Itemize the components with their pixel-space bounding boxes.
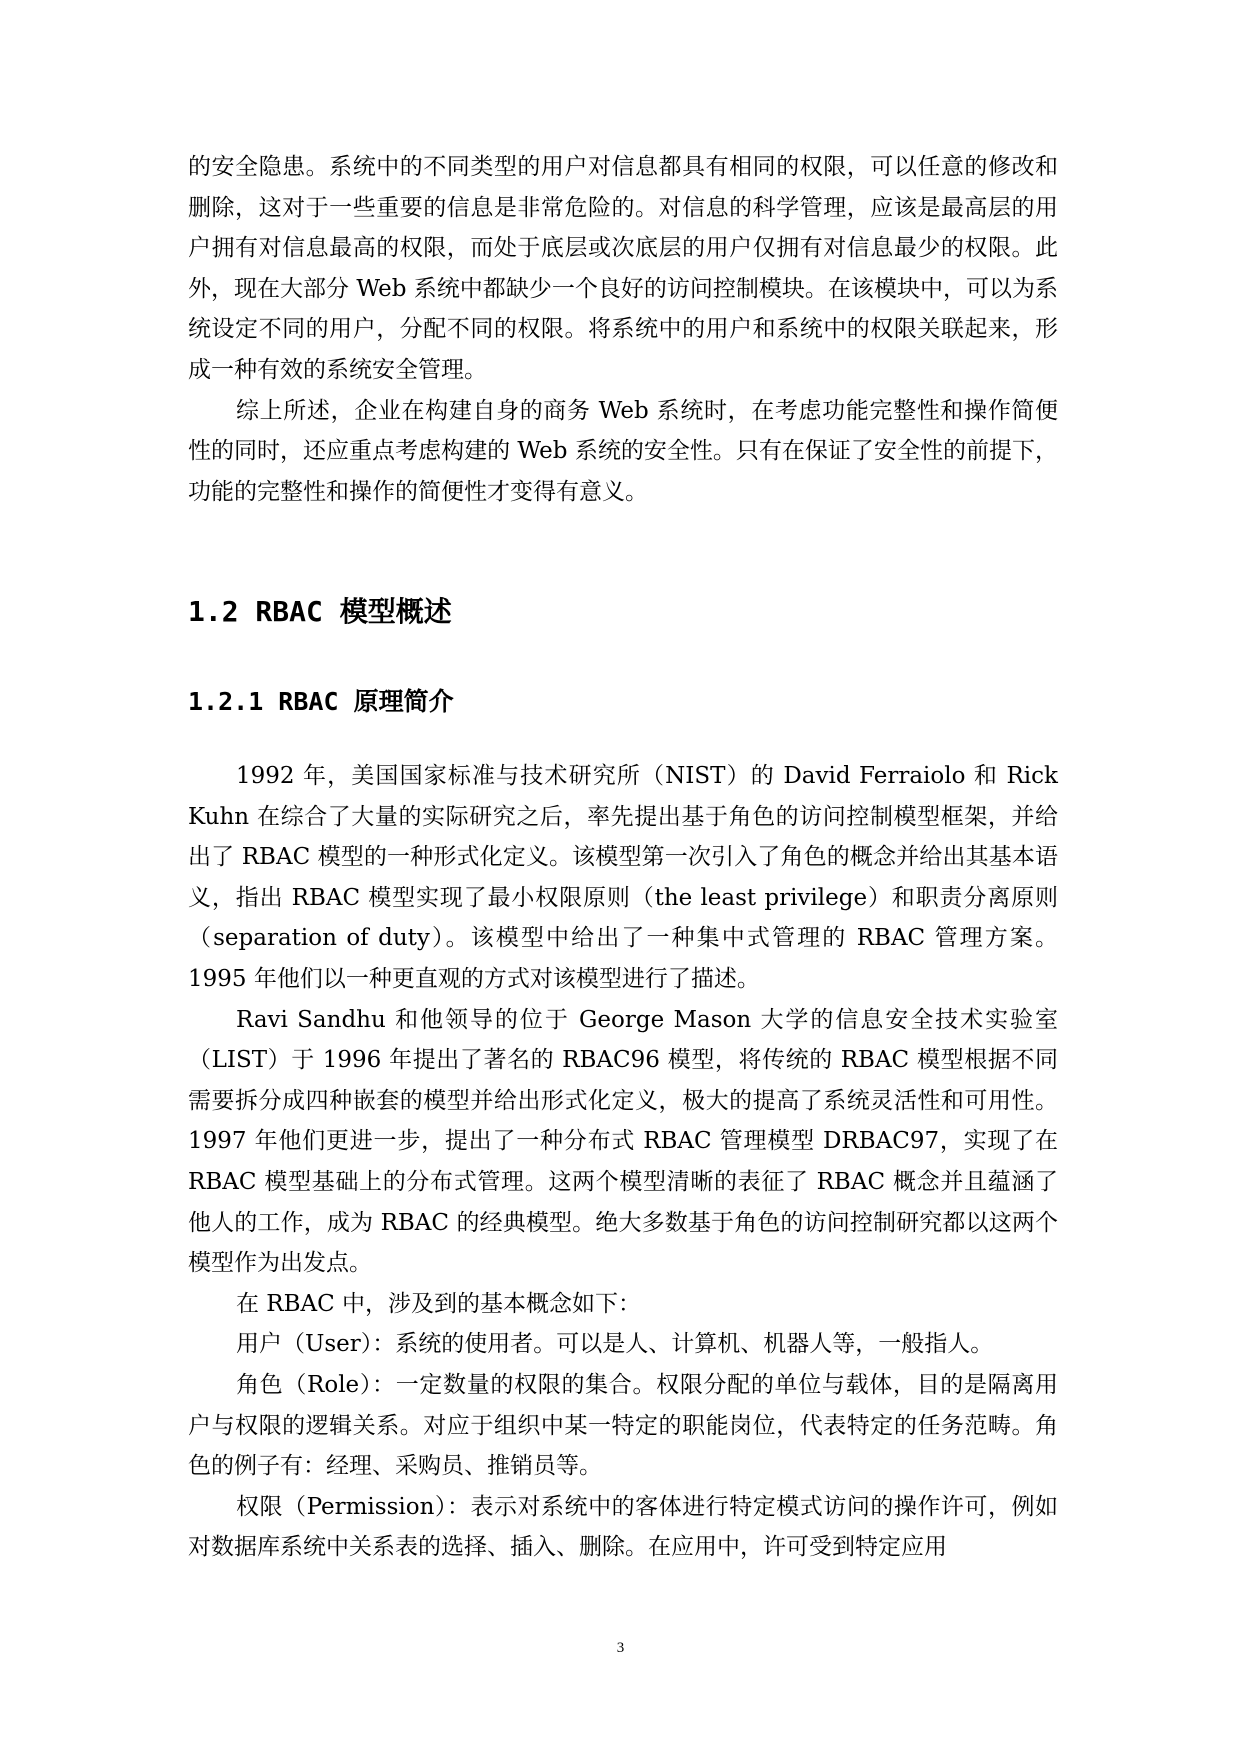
rbac-paragraph-user: 用户（User）：系统的使用者。可以是人、计算机、机器人等，一般指人。 [236,1331,994,1358]
intro-text-block [188,147,1058,512]
rbac-paragraph-concepts-intro: 在 RBAC 中，涉及到的基本概念如下： [236,1290,642,1317]
rbac-paragraph-history: 1992 年，美国国家标准与技术研究所（NIST）的 David Ferraiolo 和 Rick Kuhn 在综合了大量的实际研究之后，率先提出基于角色的访问控制模型框架，并给出了 RBAC 模型的一种形式化定义。该模型第一次引入了角色的概念并给出其基本语义，指出 RBAC 模型实现了最小权限原则（the least privilege）和职责分离原则（separation of duty）。该模型中给出了一种集中式管理的 RBAC 管理方案。1995 年他们以一种更直观的方式对该模型进行了描述。 [188,763,1058,992]
rbac-text-block [188,756,1058,1568]
rbac-paragraph-role: 角色（Role）：一定数量的权限的集合。权限分配的单位与载体，目的是隔离用户与权限的逻辑关系。对应于组织中某一特定的职能岗位，代表特定的任务范畴。角色的例子有：经理、采购员、推销员等。 [188,1371,1058,1480]
rbac-paragraph-permission: 权限（Permission）：表示对系统中的客体进行特定模式访问的操作许可，例如对数据库系统中关系表的选择、插入、删除。在应用中，许可受到特定应用 [188,1493,1058,1561]
rbac-paragraph-rbac96: Ravi Sandhu 和他领导的位于 George Mason 大学的信息安全技术实验室（LIST）于 1996 年提出了著名的 RBAC96 模型，将传统的 RBAC 模型根据不同需要拆分成四种嵌套的模型并给出形式化定义，极大的提高了系统灵活性和可用性。1997 年他们更进一步，提出了一种分布式 RBAC 管理模型 DRBAC97，实现了在 RBAC 模型基础上的分布式管理。这两个模型清晰的表征了 RBAC 概念并且蕴涵了他人的工作，成为 RBAC 的经典模型。绝大多数基于角色的访问控制研究都以这两个模型作为出发点。 [188,1006,1058,1277]
section-heading-1-2-1: 1.2.1 RBAC 原理简介 [188,687,454,716]
intro-paragraph-2: 综上所述，企业在构建自身的商务 Web 系统时，在考虑功能完整性和操作简便性的同时，还应重点考虑构建的 Web 系统的安全性。只有在保证了安全性的前提下，功能的完整性和操作的简便性才变得有意义。 [188,397,1058,505]
intro-paragraph-1: 的安全隐患。系统中的不同类型的用户对信息都具有相同的权限，可以任意的修改和删除，这对于一些重要的信息是非常危险的。对信息的科学管理，应该是最高层的用户拥有对信息最高的权限，而处于底层或次底层的用户仅拥有对信息最少的权限。此外，现在大部分 Web 系统中都缺少一个良好的访问控制模块。在该模块中，可以为系统设定不同的用户，分配不同的权限。将系统中的用户和系统中的权限关联起来，形成一种有效的系统安全管理。 [188,154,1058,383]
page-number: 3 [616,1640,625,1656]
section-heading-1-2: 1.2 RBAC 模型概述 [188,595,452,628]
